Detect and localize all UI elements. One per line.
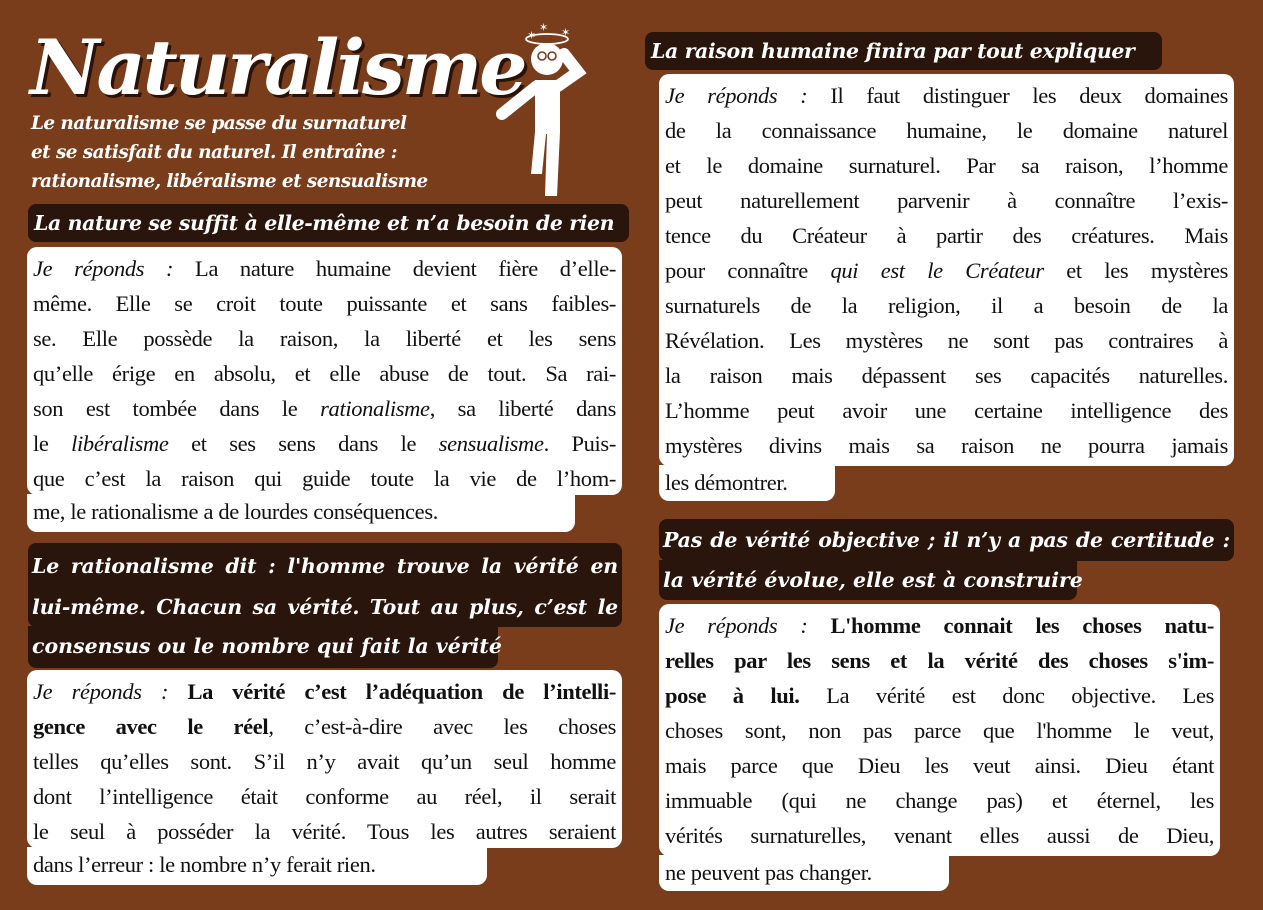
text-line: mais parce que Dieu les veut ainsi. Dieu étant bbox=[665, 753, 1214, 778]
page-title: Naturalisme bbox=[30, 23, 525, 112]
subtitle-line: Le naturalisme se passe du surnaturel bbox=[31, 113, 407, 134]
text-line: tence du Créateur à partir des créatures. Mais bbox=[665, 223, 1228, 248]
svg-text:✶: ✶ bbox=[539, 21, 549, 34]
section-heading-nature bbox=[28, 204, 629, 242]
heading-line: consensus ou le nombre qui fait la vérité bbox=[32, 634, 502, 658]
text-line: pour connaître qui est le Créateur et les mystères bbox=[665, 258, 1229, 283]
heading-text: La nature se suffit à elle-même et n’a besoin de rien bbox=[34, 211, 615, 235]
text-line: Je réponds : Il faut distinguer les deux domaines bbox=[665, 83, 1228, 108]
text-line: Je réponds : La nature humaine devient fière d’elle- bbox=[33, 256, 616, 281]
text-line: de la connaissance humaine, le domaine naturel bbox=[665, 118, 1228, 143]
svg-text:✶: ✶ bbox=[561, 26, 571, 39]
intro-label: Je réponds : bbox=[665, 613, 808, 638]
text-line: choses sont, non pas parce que l'homme le veut, bbox=[665, 718, 1214, 743]
intro-label: Je réponds : bbox=[665, 83, 808, 108]
text-line: gence avec le réel, c’est-à-dire avec les choses bbox=[33, 714, 616, 739]
text-line: dans l’erreur : le nombre n’y ferait rien. bbox=[33, 852, 376, 877]
section-heading-rationalisme bbox=[28, 543, 622, 627]
text-line: relles par les sens et la vérité des choses s'im- bbox=[665, 648, 1214, 673]
heading-line: la vérité évolue, elle est à construire bbox=[663, 568, 1083, 592]
answer-card-raison bbox=[659, 74, 1234, 466]
answer-card-nature-tail bbox=[27, 494, 575, 532]
answer-card-verite-tail bbox=[659, 855, 949, 891]
answer-card-rationalisme bbox=[27, 670, 622, 848]
subtitle bbox=[31, 109, 471, 196]
text-line: Révélation. Les mystères ne sont pas contraires à bbox=[665, 328, 1228, 353]
text-line: immuable (qui ne change pas) et éternel, les bbox=[665, 788, 1214, 813]
heading-text: La raison humaine finira par tout expliquer bbox=[651, 39, 1135, 63]
text-line: surnaturels de la religion, il a besoin de la bbox=[665, 293, 1228, 318]
text-line: se. Elle possède la raison, la liberté et les sens bbox=[33, 326, 616, 351]
answer-card-rationalisme-tail bbox=[27, 847, 487, 885]
text-line: Je réponds : La vérité c’est l’adéquation de l’intelli- bbox=[33, 679, 617, 704]
confused-person-icon bbox=[490, 14, 600, 199]
text-line: son est tombée dans le rationalisme, sa liberté dans bbox=[33, 396, 616, 421]
text-line: la raison mais dépassent ses capacités naturelles. bbox=[665, 363, 1228, 388]
answer-card-verite bbox=[659, 604, 1220, 856]
text-line: Je réponds : L'homme connait les choses natu- bbox=[665, 613, 1214, 638]
text-line: me, le rationalisme a de lourdes conséquences. bbox=[33, 499, 438, 524]
text-line: les démontrer. bbox=[665, 470, 788, 495]
text-line: ne peuvent pas changer. bbox=[665, 860, 872, 885]
text-line: qu’elle érige en absolu, et elle abuse de tout. Sa rai- bbox=[33, 361, 616, 386]
text-line: telles qu’elles sont. S’il n’y avait qu’un seul homme bbox=[33, 749, 616, 774]
section-heading-raison bbox=[645, 32, 1162, 70]
svg-text:✶: ✶ bbox=[527, 29, 537, 42]
text-line: mystères divins mais sa raison ne pourra jamais bbox=[665, 433, 1228, 458]
text-line: le libéralisme et ses sens dans le sensualisme. Puis- bbox=[33, 431, 616, 456]
text-line: dont l’intelligence était conforme au réel, il serait bbox=[33, 784, 616, 809]
intro-label: Je réponds : bbox=[33, 256, 174, 281]
section-heading-verite bbox=[659, 519, 1234, 561]
heading-line: lui-même. Chacun sa vérité. Tout au plus, c’est le bbox=[32, 595, 618, 619]
text-line: même. Elle se croit toute puissante et sans faibles- bbox=[33, 291, 616, 316]
text-line: peut naturellement parvenir à connaître l’exis- bbox=[665, 188, 1228, 213]
text-line: vérités surnaturelles, venant elles aussi de Dieu, bbox=[665, 823, 1214, 848]
heading-line: Pas de vérité objective ; il n’y a pas de certitude : bbox=[663, 528, 1230, 552]
text-line: L’homme peut avoir une certaine intelligence des bbox=[665, 398, 1228, 423]
text-line: que c’est la raison qui guide toute la vie de l’hom- bbox=[33, 466, 616, 491]
intro-label: Je réponds : bbox=[33, 679, 169, 704]
section-heading-rationalisme-tail bbox=[28, 626, 502, 668]
answer-card-nature bbox=[27, 247, 622, 495]
subtitle-line: et se satisfait du naturel. Il entraîne : bbox=[31, 142, 397, 163]
answer-card-raison-tail bbox=[659, 465, 835, 501]
heading-line: Le rationalisme dit : l'homme trouve la vérité en bbox=[32, 554, 618, 578]
subtitle-line: rationalisme, libéralisme et sensualisme bbox=[31, 171, 428, 192]
text-line: le seul à posséder la vérité. Tous les autres seraient bbox=[33, 819, 616, 844]
text-line: et le domaine surnaturel. Par sa raison, l’homme bbox=[665, 153, 1228, 178]
text-line: pose à lui. La vérité est donc objective. Les bbox=[665, 683, 1214, 708]
section-heading-verite-tail bbox=[659, 560, 1083, 600]
